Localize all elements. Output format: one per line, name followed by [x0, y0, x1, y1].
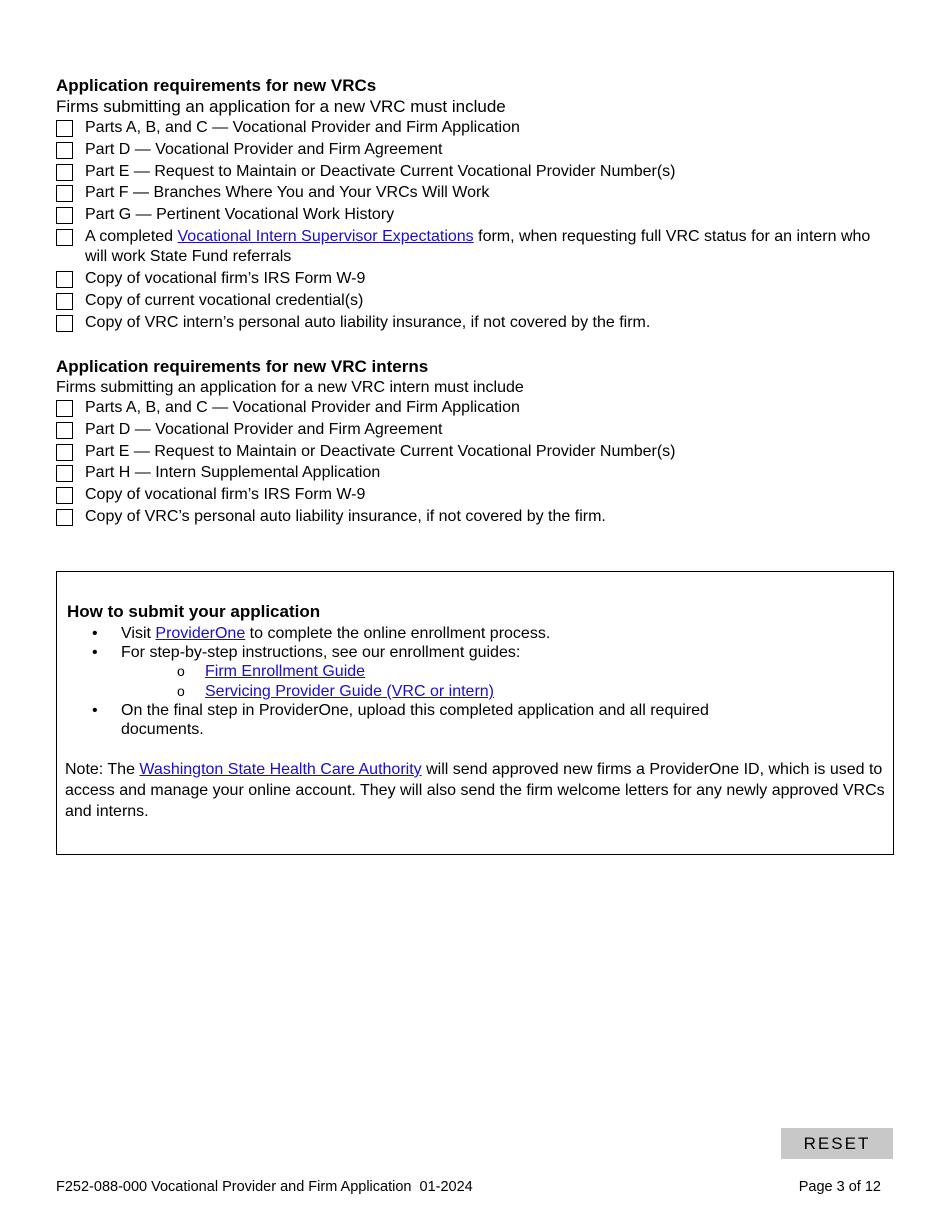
vrc-requirements-section [56, 75, 896, 335]
checkbox[interactable] [56, 185, 73, 202]
checkbox[interactable] [56, 271, 73, 288]
intern-checklist-item: Copy of vocational firm’s IRS Form W-9 [56, 485, 896, 506]
intern-section-intro: Firms submitting an application for a new VRC intern must include [56, 379, 524, 396]
servicing-provider-guide-link[interactable]: Servicing Provider Guide (VRC or intern) [205, 683, 494, 700]
vrc-checklist-item: Parts A, B, and C — Vocational Provider and Firm Application [56, 118, 896, 139]
checkbox[interactable] [56, 142, 73, 159]
checkbox[interactable] [56, 120, 73, 137]
intern-checklist-item: Parts A, B, and C — Vocational Provider and Firm Application [56, 398, 896, 419]
vrc-section-intro: Firms submitting an application for a new VRC must include [56, 97, 506, 116]
intern-checklist [56, 398, 896, 527]
checkbox[interactable] [56, 207, 73, 224]
guide-item [177, 662, 365, 681]
submit-box-title: How to submit your application [67, 602, 321, 621]
vrc-checklist [56, 118, 896, 333]
bullet-marker: • [92, 702, 98, 719]
footer-page-number: Page 3 of 12 [798, 1179, 881, 1195]
intern-requirements-section [56, 356, 896, 529]
intern-checklist-item: Part H — Intern Supplemental Application [56, 463, 896, 484]
submit-bullet-upload-line2: documents. [121, 721, 204, 738]
checkbox[interactable] [56, 315, 73, 332]
checkbox[interactable] [56, 164, 73, 181]
intern-section-heading: Application requirements for new VRC interns [56, 357, 429, 376]
firm-enrollment-guide-link[interactable]: Firm Enrollment Guide [205, 663, 366, 680]
vrc-checklist-item: Part G — Pertinent Vocational Work History [56, 205, 896, 226]
bullet-marker: • [92, 625, 98, 642]
checkbox[interactable] [56, 293, 73, 310]
vrc-checklist-item-supervisor-form: A completed Vocational Intern Supervisor Expectations form, when requesting full VRC status for an intern who will work State Fund referrals [56, 227, 896, 268]
intern-checklist-item: Copy of VRC’s personal auto liability insurance, if not covered by the firm. [56, 507, 896, 528]
submit-bullet-upload-line1: On the final step in ProviderOne, upload this completed application and all required [121, 702, 709, 719]
checkbox[interactable] [56, 509, 73, 526]
checkbox[interactable] [56, 229, 73, 246]
checkbox[interactable] [56, 400, 73, 417]
vrc-checklist-item: Copy of VRC intern’s personal auto liability insurance, if not covered by the firm. [56, 313, 896, 334]
vrc-checklist-item: Part D — Vocational Provider and Firm Agreement [56, 140, 896, 161]
intern-checklist-item: Part E — Request to Maintain or Deactivate Current Vocational Provider Number(s) [56, 442, 896, 463]
footer-form-id: F252-088-000 Vocational Provider and Firm Application 01-2024 [56, 1179, 473, 1195]
guide-item [177, 682, 494, 701]
vrc-checklist-item: Part E — Request to Maintain or Deactivate Current Vocational Provider Number(s) [56, 162, 896, 183]
checkbox[interactable] [56, 487, 73, 504]
submit-bullet-guides: For step-by-step instructions, see our enrollment guides: [121, 644, 521, 661]
reset-button[interactable]: RESET [781, 1128, 893, 1159]
bullet-marker: • [92, 644, 98, 661]
vrc-checklist-item: Copy of current vocational credential(s) [56, 291, 896, 312]
checkbox[interactable] [56, 422, 73, 439]
vrc-section-heading: Application requirements for new VRCs [56, 76, 377, 95]
providerone-link[interactable]: ProviderOne [155, 625, 246, 642]
submit-bullet-visit: Visit ProviderOne to complete the online enrollment process. [121, 625, 551, 642]
health-care-authority-link[interactable]: Washington State Health Care Authority [139, 761, 422, 778]
how-to-submit-box [56, 571, 894, 855]
vrc-checklist-item: Part F — Branches Where You and Your VRCs Will Work [56, 183, 896, 204]
supervisor-expectations-link[interactable]: Vocational Intern Supervisor Expectations [177, 227, 474, 245]
sub-bullet-marker: o [177, 663, 185, 679]
sub-bullet-marker: o [177, 683, 185, 699]
vrc-checklist-item: Copy of vocational firm’s IRS Form W-9 [56, 269, 896, 290]
checkbox[interactable] [56, 444, 73, 461]
intern-checklist-item: Part D — Vocational Provider and Firm Agreement [56, 420, 896, 441]
submit-note: Note: The Washington State Health Care Authority will send approved new firms a ProviderOne ID, which is used to access and manage your online account. They will also send the firm welcome letters for any newly approved VRCs and interns. [65, 761, 885, 820]
checkbox[interactable] [56, 465, 73, 482]
